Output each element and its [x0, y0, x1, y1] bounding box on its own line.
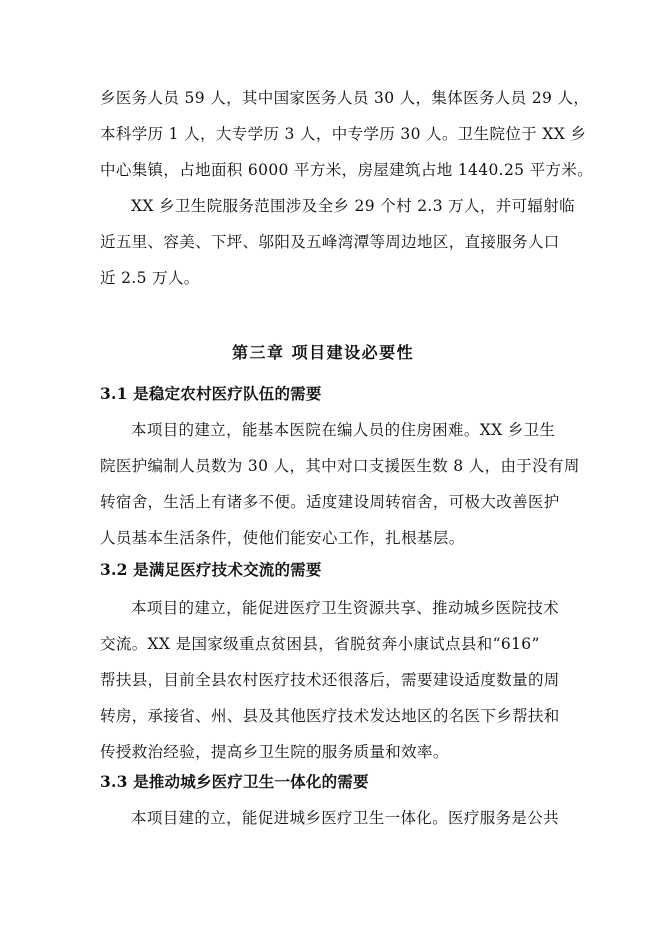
- paragraph-line: 院医护编制人员数为 30 人，其中对口支援医生数 8 人，由于没有周: [100, 457, 580, 475]
- paragraph-line: XX 乡卫生院服务范围涉及全乡 29 个村 2.3 万人，并可辐射临: [131, 197, 575, 215]
- paragraph-line: 交流。XX 是国家级重点贫困县，省脱贫奔小康试点县和“616”: [100, 635, 540, 653]
- paragraph-line: 近五里、容美、下坪、邬阳及五峰湾潭等周边地区，直接服务人口: [100, 233, 560, 251]
- paragraph-line: 本科学历 1 人，大专学历 3 人，中专学历 30 人。卫生院位于 XX 乡: [100, 125, 587, 143]
- chapter-title: 第三章 项目建设必要性: [232, 343, 415, 362]
- section-heading: 3.2 是满足医疗技术交流的需要: [100, 560, 322, 579]
- section-heading: 3.1 是稳定农村医疗队伍的需要: [100, 384, 322, 403]
- section-heading: 3.3 是推动城乡医疗卫生一体化的需要: [100, 772, 369, 791]
- paragraph-line: 转房，承接省、州、县及其他医疗技术发达地区的名医下乡帮扶和: [100, 707, 560, 725]
- paragraph-line: 传授救治经验，提高乡卫生院的服务质量和效率。: [100, 743, 449, 761]
- paragraph-line: 本项目的建立，能促进医疗卫生资源共享、推动城乡医院技术: [131, 599, 559, 617]
- paragraph-line: 转宿舍，生活上有诸多不便。适度建设周转宿舍，可极大改善医护: [100, 493, 560, 511]
- paragraph-line: 帮扶县，目前全县农村医疗技术还很落后，需要建设适度数量的周: [100, 671, 560, 689]
- paragraph-line: 中心集镇，占地面积 6000 平方米，房屋建筑占地 1440.25 平方米。: [100, 161, 594, 179]
- paragraph-line: 乡医务人员 59 人，其中国家医务人员 30 人，集体医务人员 29 人，: [100, 89, 590, 107]
- paragraph-line: 人员基本生活条件，使他们能安心工作，扎根基层。: [100, 529, 465, 547]
- paragraph-line: 本项目建的立，能促进城乡医疗卫生一体化。医疗服务是公共: [131, 809, 559, 827]
- paragraph-line: 近 2.5 万人。: [100, 269, 200, 287]
- paragraph-line: 本项目的建立，能基本医院在编人员的住房困难。XX 乡卫生: [131, 421, 556, 439]
